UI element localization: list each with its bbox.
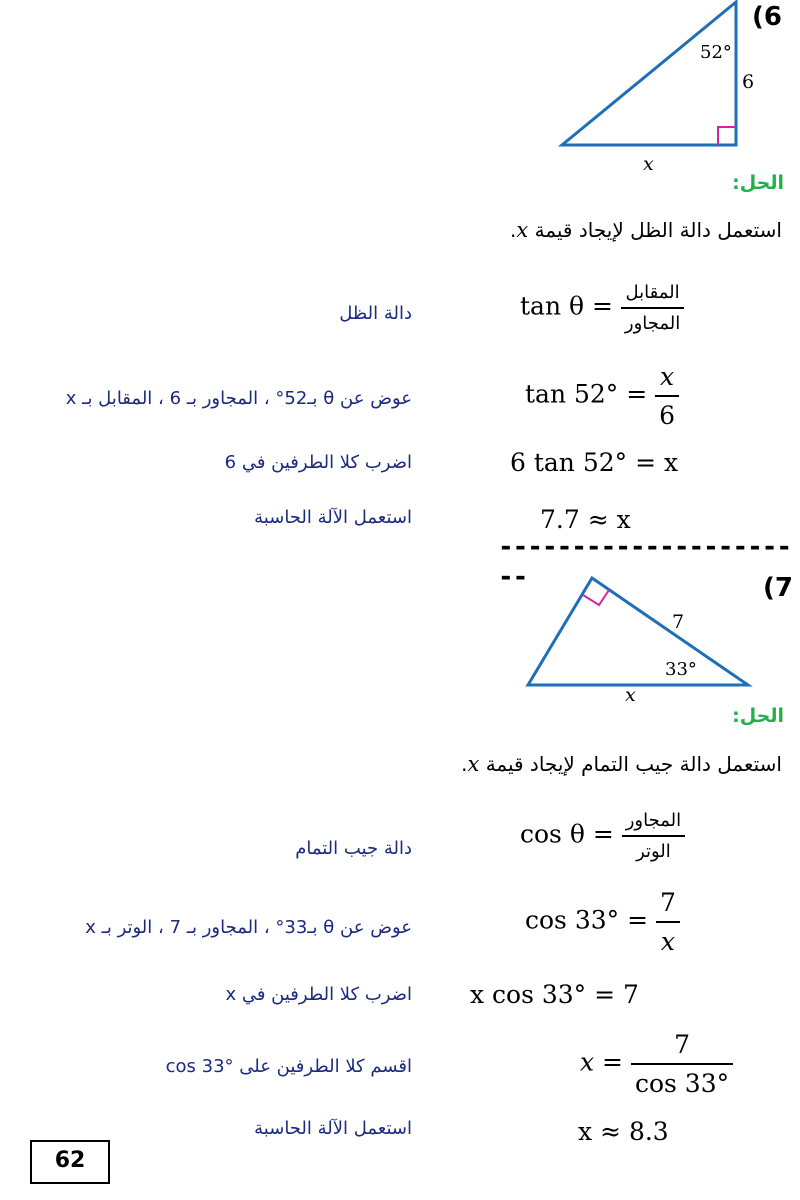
step-6-2-equation: tan 52° = $\frac{x}{6}$ (525, 362, 679, 430)
step-7-4-lhs: x (580, 1047, 595, 1077)
triangle-6 (562, 2, 736, 145)
step-6-2-numerator: x (655, 362, 679, 397)
triangle-7-base-label: x (625, 684, 636, 706)
step-7-5-note: استعمل الآلة الحاسبة (254, 1118, 412, 1139)
step-6-3-expression: 6 tan 52° = x (510, 448, 679, 477)
step-6-1-lhs: tan θ = (520, 291, 613, 321)
step-7-3-expression: x cos 33° = 7 (470, 980, 639, 1009)
step-7-4-numerator: 7 (631, 1030, 733, 1065)
separator: ---------------------- (498, 532, 792, 592)
problem-6-number: (6 (752, 2, 782, 32)
step-7-1-numerator: المجاور (622, 810, 685, 837)
step-6-3-note: اضرب كلا الطرفين في 6 (224, 452, 412, 473)
intro-7: استعمل دالة جيب التمام لإيجاد قيمة x. (461, 752, 782, 776)
triangle-6-angle-label: 52° (700, 42, 732, 63)
intro-7-text: استعمل دالة جيب التمام لإيجاد قيمة (485, 752, 782, 776)
triangle-7 (528, 578, 748, 685)
step-7-2-equation: cos 33° = $\frac{7}{x}$ (525, 888, 680, 956)
step-7-4-denominator: cos 33° (634, 1069, 730, 1098)
step-7-1-note: دالة جيب التمام (295, 838, 412, 859)
triangle-6-figure (540, 0, 770, 180)
step-6-2-denominator: 6 (659, 401, 676, 430)
solution-label-7: الحل: (732, 705, 784, 727)
step-6-4-note: استعمل الآلة الحاسبة (254, 507, 412, 528)
right-angle-marker-7 (583, 590, 609, 605)
step-6-2-lhs: tan 52° (525, 379, 619, 409)
triangle-6-side-label: 6 (742, 71, 755, 93)
intro-7-var: x (467, 752, 480, 776)
intro-6-text: استعمل دالة الظل لإيجاد قيمة (534, 218, 782, 242)
step-6-1-numerator: المقابل (621, 282, 684, 309)
page-number: 62 (30, 1140, 110, 1184)
intro-6: استعمل دالة الظل لإيجاد قيمة x. (510, 218, 782, 242)
step-6-4-expression: 7.7 ≈ x (540, 505, 631, 534)
step-7-1-denominator: الوتر (636, 841, 671, 862)
step-7-4-equation: x = $\frac{7}{\cos 33^\circ}$ (580, 1030, 733, 1098)
step-7-2-note: عوض عن θ بـ33° ، المجاور بـ 7 ، الوتر بـ x (85, 917, 412, 938)
step-7-4-note: اقسم كلا الطرفين على cos 33° (165, 1056, 412, 1077)
triangle-6-base-label: x (643, 153, 654, 175)
step-6-2-note: عوض عن θ بـ52° ، المجاور بـ 6 ، المقابل بـ x (65, 388, 412, 409)
step-7-2-numerator: 7 (656, 888, 680, 923)
step-6-1-denominator: المجاور (624, 313, 681, 334)
step-6-1-equation (520, 282, 684, 334)
triangle-7-figure (520, 568, 760, 688)
problem-7-number: (7 (763, 573, 793, 603)
intro-6-var: x (516, 218, 529, 242)
step-7-5-expression: x ≈ 8.3 (578, 1117, 669, 1146)
triangle-7-side-label: 7 (672, 611, 685, 633)
step-7-3-note: اضرب كلا الطرفين في x (225, 984, 412, 1005)
step-6-1-note: دالة الظل (339, 303, 412, 324)
right-angle-marker-6 (718, 127, 736, 145)
step-7-2-denominator: x (660, 927, 675, 956)
solution-label-6: الحل: (732, 172, 784, 194)
step-7-1-lhs: cos θ = (520, 819, 614, 849)
triangle-7-angle-label: 33° (665, 659, 697, 680)
step-7-2-lhs: cos 33° (525, 905, 620, 935)
step-7-1-equation (520, 810, 685, 862)
